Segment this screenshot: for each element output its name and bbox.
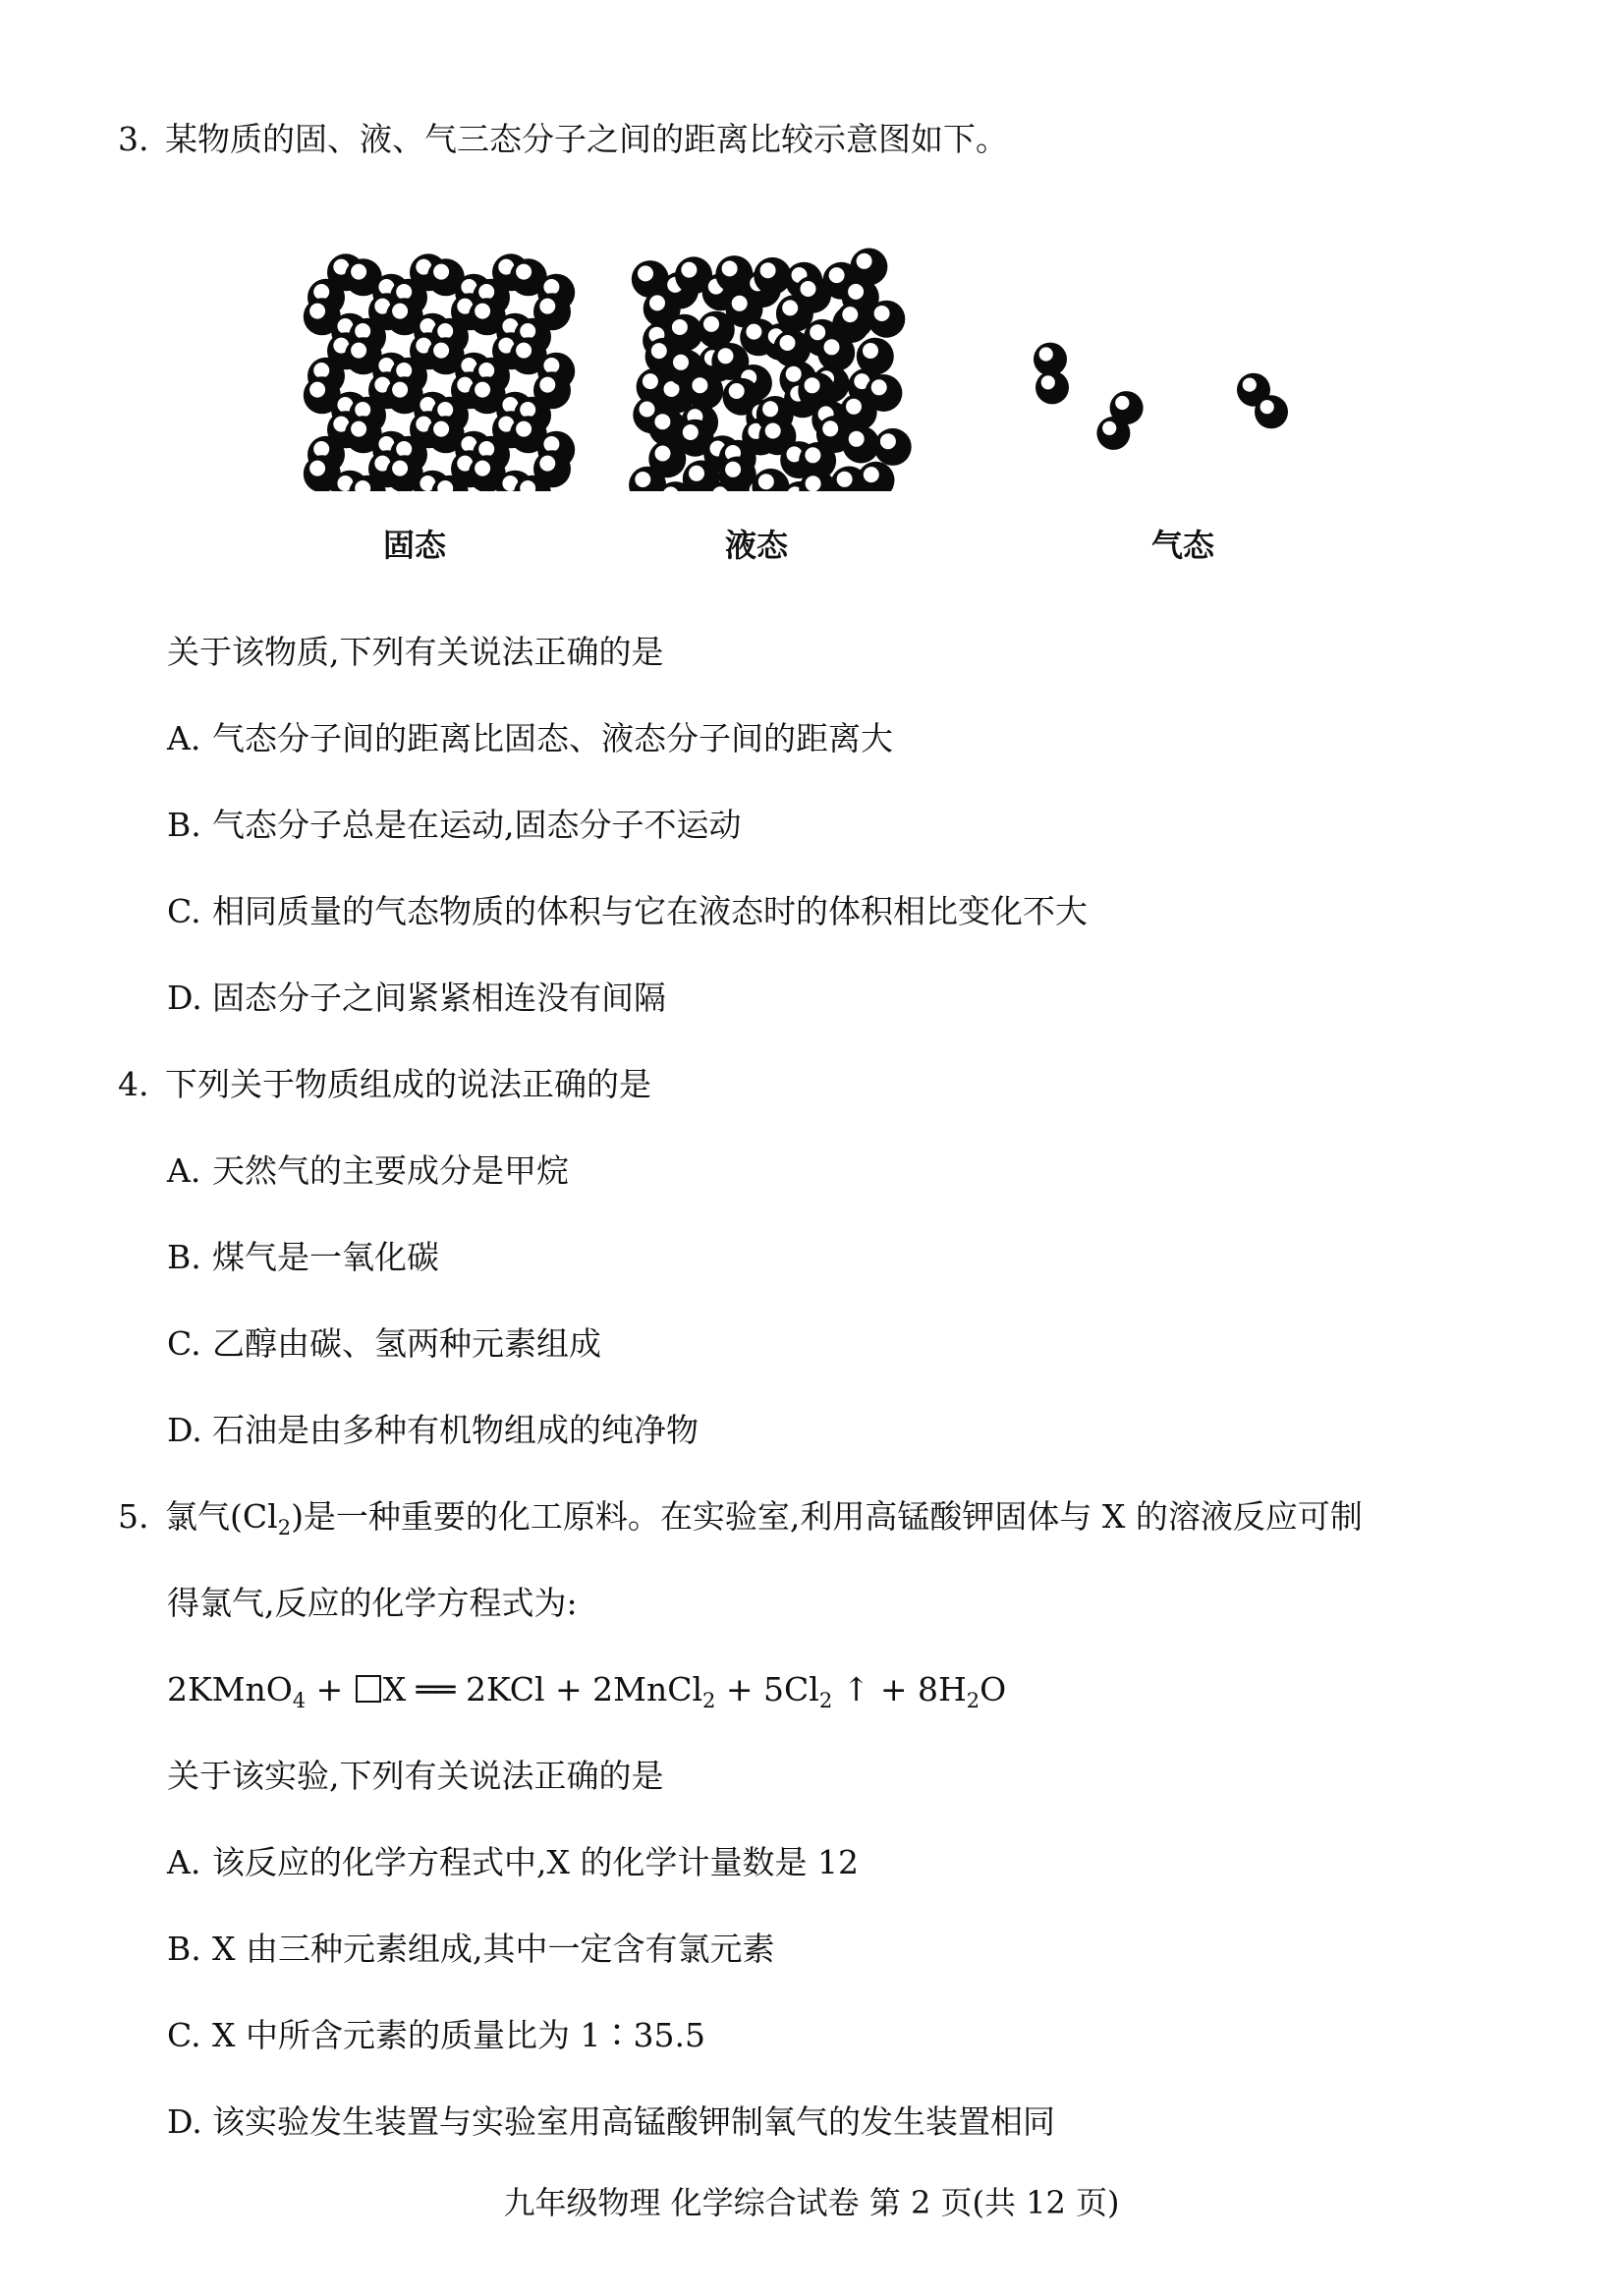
atom-highlight [475,382,490,398]
atom-highlight [643,373,658,389]
atom-highlight [801,281,816,297]
atom-highlight [313,284,329,300]
atom-highlight [1260,400,1274,414]
atom-highlight [313,441,329,457]
question-3-stem [118,118,1008,161]
atom-highlight [1102,421,1116,435]
question-5-stem [118,1495,1363,1539]
atom-highlight [478,441,494,457]
atom-highlight [822,420,838,436]
option-letter: D. [167,979,202,1017]
atom-highlight [433,421,449,437]
option-text: 气态分子间的距离比固态、液态分子间的距离大 [212,719,893,757]
atom-highlight [309,461,325,476]
blank-coefficient-box [356,1675,381,1703]
atom-highlight [722,260,738,276]
subscript: 4 [292,1689,307,1712]
molecule-diagram [295,236,1326,491]
atom-highlight [806,476,821,491]
atom-highlight [309,304,325,319]
option-letter: C. [167,892,201,930]
atom-highlight [351,343,366,359]
atom-highlight [543,436,559,452]
atom-highlight [810,324,825,340]
atom-highlight [543,358,559,373]
option-letter: C. [167,2016,201,2054]
atom-highlight [857,253,872,269]
option-5a [167,1841,859,1884]
option-letter: B. [167,1930,201,1968]
atom-highlight [1243,378,1257,392]
option-4c [167,1322,601,1366]
solid-state-figure [304,253,575,491]
option-3d [167,977,666,1020]
option-text: 该反应的化学方程式中,X 的化学计量数是 12 [212,1843,859,1881]
eq-plus: + [306,1670,354,1708]
atom-highlight [478,363,494,378]
option-3a [167,717,893,760]
atom-highlight [863,343,878,359]
atom-highlight [638,265,653,281]
atom-highlight [313,363,329,378]
option-text: X 由三种元素组成,其中一定含有氯元素 [212,1930,775,1968]
question-5-stem-line2: 得氯气,反应的化学方程式为: [167,1584,578,1622]
option-text: 乙醇由碳、氢两种元素组成 [212,1324,601,1363]
atom-highlight [635,472,650,487]
atom-highlight [640,402,655,418]
question-text: 某物质的固、液、气三态分子之间的距离比较示意图如下。 [165,120,1008,158]
eq-products-3: ↑ + 8H [832,1670,967,1708]
option-4b [167,1236,439,1279]
atom-highlight [516,421,532,437]
atom-highlight [520,402,535,418]
atom-highlight [392,382,408,398]
option-letter: A. [167,719,201,757]
option-letter: A. [167,1843,201,1881]
gas-state-figure [1034,343,1288,450]
caption-gas: 气态 [1151,527,1215,564]
atom-highlight [805,447,820,463]
atom-highlight [392,461,408,476]
option-text: 相同质量的气态物质的体积与它在液态时的体积相比变化不大 [212,892,1088,930]
atom-highlight [655,446,671,462]
atom-highlight [433,343,449,359]
option-4d [167,1409,699,1452]
atom-highlight [351,264,366,280]
eq-reactant-1: 2KMnO [167,1670,293,1708]
atom-highlight [871,379,887,395]
atom-highlight [516,264,532,280]
question-number: 4. [118,1065,149,1103]
atom-highlight [846,399,862,415]
option-text: 气态分子总是在运动,固态分子不运动 [212,806,742,844]
atom-highlight [760,262,776,278]
option-5b [167,1928,774,1971]
atom-highlight [837,472,853,487]
subscript: 2 [966,1689,980,1712]
liquid-state-figure [629,249,912,492]
atom-highlight [437,402,453,418]
atom-highlight [746,324,761,340]
atom-highlight [765,423,781,439]
atom-highlight [309,382,325,398]
caption-solid: 固态 [383,527,447,564]
atom-highlight [681,262,697,278]
atom-highlight [649,295,665,310]
option-4a [167,1149,569,1193]
atom-highlight [864,467,879,482]
atom-highlight [1039,347,1053,361]
atom-highlight [520,323,535,339]
subscript: 2 [818,1689,833,1712]
eq-products-4: O [979,1670,1007,1708]
question-text: 下列关于物质组成的说法正确的是 [165,1065,651,1103]
option-5d [167,2100,1055,2144]
atom-highlight [848,284,864,300]
atom-highlight [758,474,774,489]
question-4-stem [118,1063,651,1106]
chemical-equation [167,1668,1006,1711]
atom-highlight [782,300,798,315]
eq-products-2: + 5Cl [715,1670,819,1708]
question-number: 5. [118,1497,149,1536]
option-text: 天然气的主要成分是甲烷 [212,1151,569,1190]
atom-highlight [475,461,490,476]
option-5c [167,2014,705,2057]
atom-highlight [805,377,820,393]
atom-highlight [689,466,704,481]
atom-highlight [683,424,699,440]
atom-highlight [396,441,412,457]
page-footer: 九年级物理 化学综合试卷 第 2 页(共 12 页) [503,2184,1120,2221]
option-3b [167,804,742,847]
atom-highlight [732,296,748,311]
atom-highlight [1115,396,1129,410]
option-letter: D. [167,2102,202,2141]
eq-products-1: X ══ 2KCl + 2MnCl [382,1670,703,1708]
atom-highlight [829,267,845,283]
atom-highlight [729,383,745,399]
atom-highlight [351,421,366,437]
atom-highlight [725,462,741,477]
question-5-prompt: 关于该实验,下列有关说法正确的是 [167,1757,664,1795]
atom-highlight [516,343,532,359]
atom-highlight [355,323,370,339]
atom-highlight [651,343,667,359]
option-text: 该实验发生装置与实验室用高锰酸钾制氧气的发生装置相同 [212,2102,1055,2141]
atom-highlight [539,299,555,314]
atom-highlight [780,335,796,351]
atom-highlight [673,355,689,370]
subscript: 2 [277,1516,292,1540]
atom-highlight [1041,375,1055,389]
atom-highlight [786,366,802,382]
option-letter: D. [167,1411,202,1449]
question-text-cont: )是一种重要的化工原料。在实验室,利用高锰酸钾固体与 X 的溶液反应可制 [291,1497,1363,1536]
atom-highlight [762,401,778,417]
caption-liquid: 液态 [725,527,789,564]
option-3c [167,890,1088,933]
option-letter: B. [167,806,201,844]
atom-highlight [718,348,734,364]
option-letter: B. [167,1238,201,1276]
option-text: 石油是由多种有机物组成的纯净物 [212,1411,699,1449]
atom-highlight [475,304,490,319]
atom-highlight [842,307,858,322]
atom-highlight [539,377,555,393]
atom-highlight [437,323,453,339]
option-text: 煤气是一氧化碳 [212,1238,439,1276]
question-text: 氯气(Cl [165,1497,278,1536]
atom-highlight [543,279,559,295]
atom-highlight [355,402,370,418]
atom-highlight [396,284,412,300]
atom-highlight [672,319,688,335]
option-letter: A. [167,1151,201,1190]
atom-highlight [692,377,707,393]
option-letter: C. [167,1324,201,1363]
atom-highlight [654,414,670,429]
atom-highlight [849,431,865,447]
atom-highlight [703,316,719,332]
option-text: X 中所含元素的质量比为 1∶35.5 [212,2016,705,2054]
question-3-prompt: 关于该物质,下列有关说法正确的是 [167,633,664,671]
atom-highlight [824,339,840,355]
atom-highlight [433,264,449,280]
atom-highlight [539,456,555,472]
atom-highlight [874,306,890,321]
option-text: 固态分子之间紧紧相连没有间隔 [212,979,666,1017]
atom-highlight [478,284,494,300]
subscript: 2 [702,1689,716,1712]
atom-highlight [396,363,412,378]
atom-highlight [880,433,896,449]
atom-highlight [392,304,408,319]
question-number: 3. [118,120,149,158]
